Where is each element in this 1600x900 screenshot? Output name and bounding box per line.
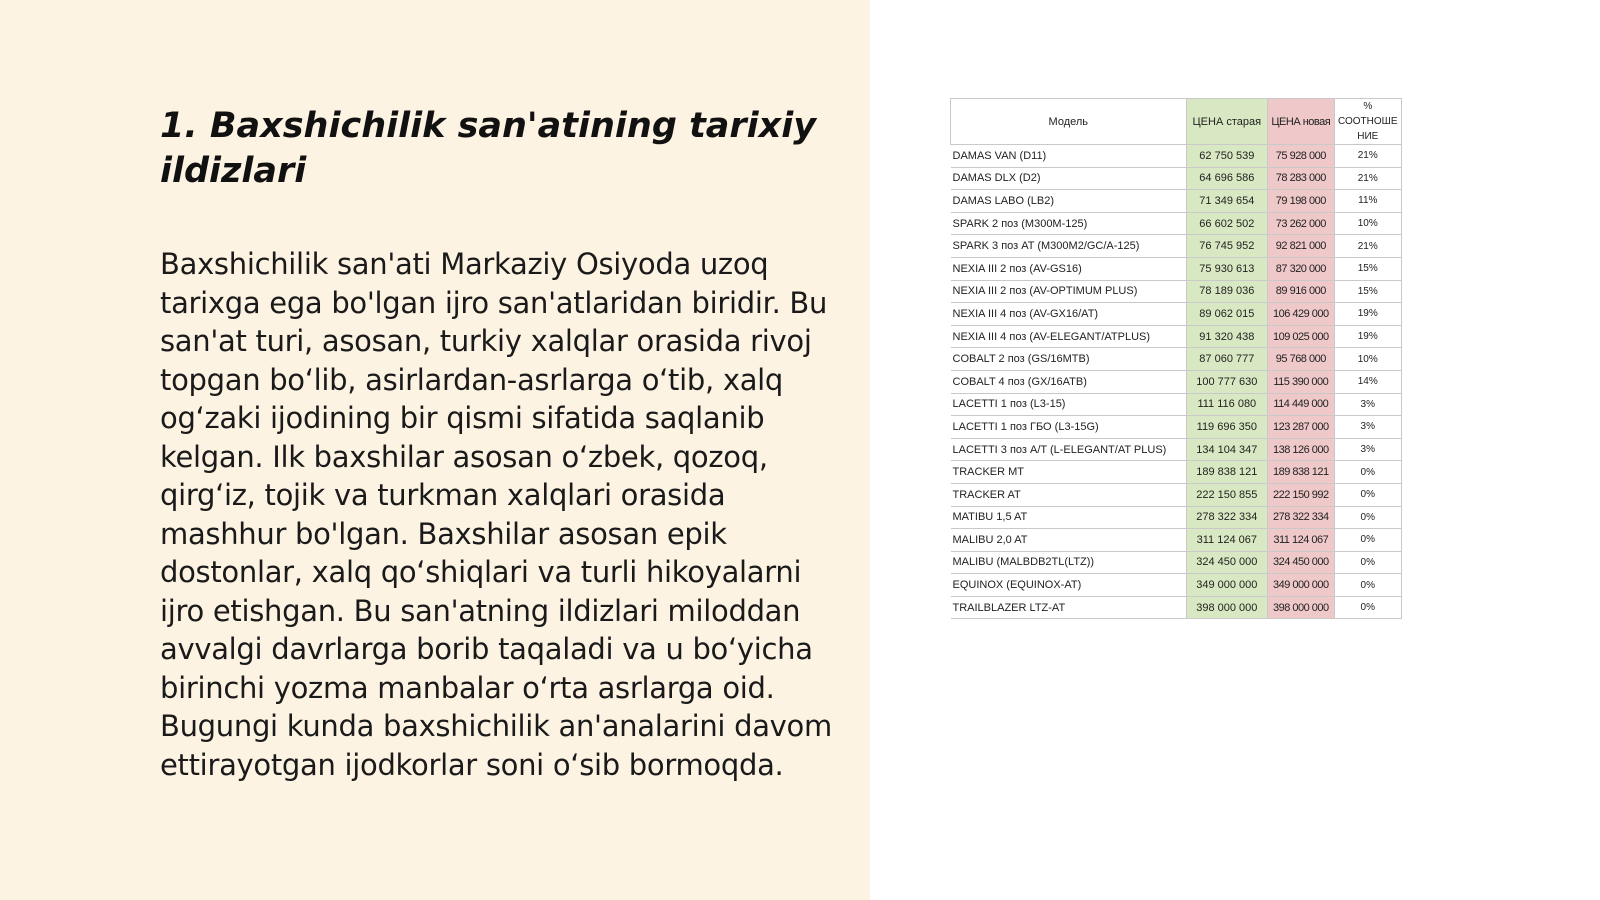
model-cell: MATIBU 1,5 AT bbox=[951, 506, 1187, 529]
ratio-cell: 10% bbox=[1334, 212, 1401, 235]
new-price-cell: 123 287 000 bbox=[1268, 416, 1334, 439]
new-price-cell: 222 150 992 bbox=[1268, 483, 1334, 506]
table-row bbox=[951, 596, 1402, 619]
new-price-cell: 349 000 000 bbox=[1268, 574, 1334, 597]
new-price-cell: 324 450 000 bbox=[1268, 551, 1334, 574]
new-price-cell: 114 449 000 bbox=[1268, 393, 1334, 416]
table-row bbox=[951, 348, 1402, 371]
new-price-cell: 87 320 000 bbox=[1268, 257, 1334, 280]
ratio-cell: 3% bbox=[1334, 416, 1401, 439]
old-price-cell: 134 104 347 bbox=[1186, 438, 1268, 461]
old-price-cell: 71 349 654 bbox=[1186, 190, 1268, 213]
price-table-image bbox=[950, 98, 1402, 620]
model-cell: LACETTI 1 поз (L3-15) bbox=[951, 393, 1187, 416]
model-cell: DAMAS LABO (LB2) bbox=[951, 190, 1187, 213]
new-price-cell: 278 322 334 bbox=[1268, 506, 1334, 529]
model-cell: NEXIA III 4 поз (AV-ELEGANT/ATPLUS) bbox=[951, 325, 1187, 348]
ratio-cell: 0% bbox=[1334, 461, 1401, 484]
old-price-cell: 87 060 777 bbox=[1186, 348, 1268, 371]
new-price-cell: 89 916 000 bbox=[1268, 280, 1334, 303]
ratio-cell: 3% bbox=[1334, 393, 1401, 416]
old-price-cell: 66 602 502 bbox=[1186, 212, 1268, 235]
old-price-cell: 111 116 080 bbox=[1186, 393, 1268, 416]
ratio-cell: 19% bbox=[1334, 303, 1401, 326]
table-row bbox=[951, 280, 1402, 303]
ratio-cell: 21% bbox=[1334, 235, 1401, 258]
new-price-cell: 189 838 121 bbox=[1268, 461, 1334, 484]
ratio-cell: 0% bbox=[1334, 574, 1401, 597]
table-row bbox=[951, 416, 1402, 439]
model-cell: DAMAS VAN (D11) bbox=[951, 145, 1187, 168]
table-row bbox=[951, 212, 1402, 235]
old-price-cell: 119 696 350 bbox=[1186, 416, 1268, 439]
old-price-cell: 62 750 539 bbox=[1186, 145, 1268, 168]
table-row bbox=[951, 393, 1402, 416]
header-old-price: ЦЕНА старая bbox=[1186, 99, 1268, 145]
table-row bbox=[951, 506, 1402, 529]
model-cell: TRACKER AT bbox=[951, 483, 1187, 506]
old-price-cell: 64 696 586 bbox=[1186, 167, 1268, 190]
ratio-cell: 0% bbox=[1334, 529, 1401, 552]
ratio-cell: 0% bbox=[1334, 551, 1401, 574]
old-price-cell: 78 189 036 bbox=[1186, 280, 1268, 303]
model-cell: DAMAS DLX (D2) bbox=[951, 167, 1187, 190]
new-price-cell: 78 283 000 bbox=[1268, 167, 1334, 190]
model-cell: LACETTI 3 поз A/T (L-ELEGANT/AT PLUS) bbox=[951, 438, 1187, 461]
new-price-cell: 92 821 000 bbox=[1268, 235, 1334, 258]
old-price-cell: 189 838 121 bbox=[1186, 461, 1268, 484]
table-row bbox=[951, 325, 1402, 348]
header-new-price: ЦЕНА новая bbox=[1268, 99, 1334, 145]
new-price-cell: 398 000 000 bbox=[1268, 596, 1334, 619]
model-cell: COBALT 2 поз (GS/16MTB) bbox=[951, 348, 1187, 371]
old-price-cell: 278 322 334 bbox=[1186, 506, 1268, 529]
ratio-cell: 21% bbox=[1334, 167, 1401, 190]
ratio-cell: 21% bbox=[1334, 145, 1401, 168]
ratio-cell: 14% bbox=[1334, 370, 1401, 393]
model-cell: NEXIA III 2 поз (AV-OPTIMUM PLUS) bbox=[951, 280, 1187, 303]
new-price-cell: 75 928 000 bbox=[1268, 145, 1334, 168]
model-cell: NEXIA III 2 поз (AV-GS16) bbox=[951, 257, 1187, 280]
ratio-cell: 15% bbox=[1334, 280, 1401, 303]
ratio-cell: 11% bbox=[1334, 190, 1401, 213]
table-row bbox=[951, 145, 1402, 168]
header-model: Модель bbox=[951, 99, 1187, 145]
old-price-cell: 324 450 000 bbox=[1186, 551, 1268, 574]
model-cell: NEXIA III 4 поз (AV-GX16/AT) bbox=[951, 303, 1187, 326]
price-table bbox=[950, 98, 1402, 619]
new-price-cell: 79 198 000 bbox=[1268, 190, 1334, 213]
new-price-cell: 311 124 067 bbox=[1268, 529, 1334, 552]
model-cell: COBALT 4 поз (GX/16ATB) bbox=[951, 370, 1187, 393]
model-cell: SPARK 2 поз (M300M-125) bbox=[951, 212, 1187, 235]
old-price-cell: 75 930 613 bbox=[1186, 257, 1268, 280]
table-row bbox=[951, 190, 1402, 213]
table-row bbox=[951, 235, 1402, 258]
table-row bbox=[951, 370, 1402, 393]
old-price-cell: 398 000 000 bbox=[1186, 596, 1268, 619]
slide-body-text: Baxshichilik san'ati Markaziy Osiyoda uzoq tarixga ega bo'lgan ijro san'atlaridan biridir. Bu san'at turi, asosan, turkiy xalqlar orasida rivoj topgan bo‘lib, asirlardan-asrlarga o‘tib, xalq og‘zaki ijodining bir qismi sifatida saqlanib kelgan. Ilk baxshilar asosan o‘zbek, qozoq, qirg‘iz, tojik va turkman xalqlari orasida mashhur bo'lgan. Baxshilar asosan epik dostonlar, xalq qo‘shiqlari va turli hikoyalarni ijro etishgan. Bu san'atning ildizlari miloddan avvalgi davrlarga borib taqaladi va u bo‘yicha birinchi yozma manbalar o‘rta asrlarga oid. Bugungi kunda baxshichilik an'analarini davom ettirayotgan ijodkorlar soni o‘sib bormoqda. bbox=[160, 247, 832, 782]
ratio-cell: 10% bbox=[1334, 348, 1401, 371]
model-cell: MALIBU (MALBDB2TL(LTZ)) bbox=[951, 551, 1187, 574]
new-price-cell: 109 025 000 bbox=[1268, 325, 1334, 348]
table-row bbox=[951, 438, 1402, 461]
old-price-cell: 91 320 438 bbox=[1186, 325, 1268, 348]
new-price-cell: 138 126 000 bbox=[1268, 438, 1334, 461]
table-row bbox=[951, 574, 1402, 597]
model-cell: TRAILBLAZER LTZ-AT bbox=[951, 596, 1187, 619]
model-cell: LACETTI 1 поз ГБО (L3-15G) bbox=[951, 416, 1187, 439]
slide-title: 1. Baxshichilik san'atining tarixiy ildizlari bbox=[160, 106, 817, 191]
ratio-cell: 19% bbox=[1334, 325, 1401, 348]
table-row bbox=[951, 303, 1402, 326]
ratio-cell: 0% bbox=[1334, 506, 1401, 529]
model-cell: SPARK 3 поз AT (M300M2/GC/A-125) bbox=[951, 235, 1187, 258]
table-row bbox=[951, 167, 1402, 190]
new-price-cell: 73 262 000 bbox=[1268, 212, 1334, 235]
old-price-cell: 76 745 952 bbox=[1186, 235, 1268, 258]
new-price-cell: 115 390 000 bbox=[1268, 370, 1334, 393]
old-price-cell: 349 000 000 bbox=[1186, 574, 1268, 597]
old-price-cell: 222 150 855 bbox=[1186, 483, 1268, 506]
old-price-cell: 89 062 015 bbox=[1186, 303, 1268, 326]
new-price-cell: 95 768 000 bbox=[1268, 348, 1334, 371]
table-body bbox=[951, 145, 1402, 619]
old-price-cell: 311 124 067 bbox=[1186, 529, 1268, 552]
ratio-cell: 3% bbox=[1334, 438, 1401, 461]
table-row bbox=[951, 461, 1402, 484]
model-cell: MALIBU 2,0 AT bbox=[951, 529, 1187, 552]
ratio-cell: 0% bbox=[1334, 483, 1401, 506]
table-row bbox=[951, 551, 1402, 574]
ratio-cell: 0% bbox=[1334, 596, 1401, 619]
table-header-row bbox=[951, 99, 1402, 145]
ratio-cell: 15% bbox=[1334, 257, 1401, 280]
header-ratio: % СООТНОШЕ НИЕ bbox=[1334, 99, 1401, 145]
table-row bbox=[951, 529, 1402, 552]
model-cell: EQUINOX (EQUINOX-AT) bbox=[951, 574, 1187, 597]
new-price-cell: 106 429 000 bbox=[1268, 303, 1334, 326]
table-row bbox=[951, 257, 1402, 280]
model-cell: TRACKER MT bbox=[951, 461, 1187, 484]
table-row bbox=[951, 483, 1402, 506]
old-price-cell: 100 777 630 bbox=[1186, 370, 1268, 393]
